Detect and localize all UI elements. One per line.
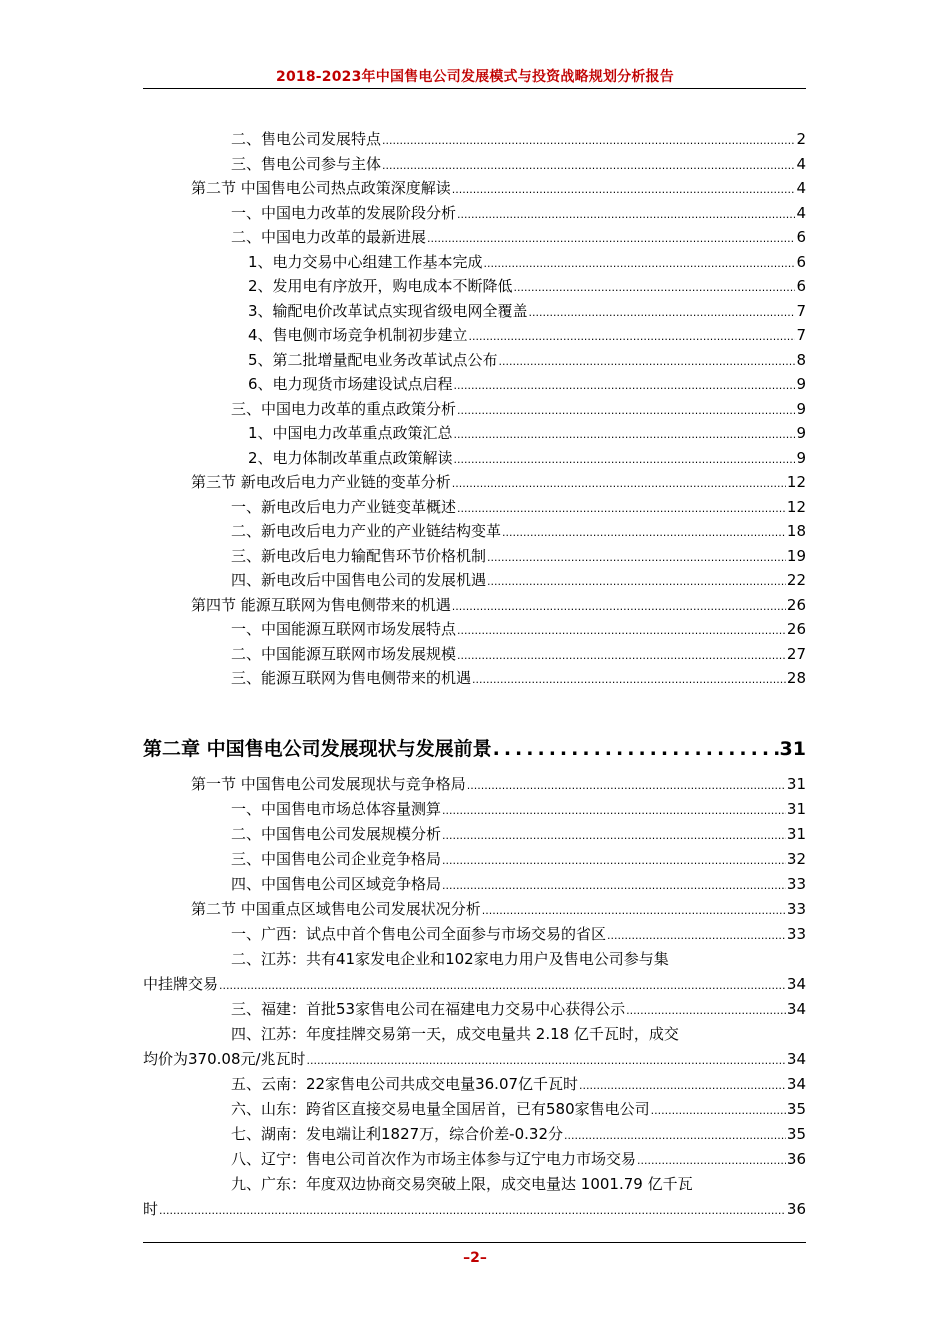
toc-entry-continuation[interactable]: 均价为370.08元/兆瓦时 ..... 34 bbox=[143, 1048, 806, 1070]
footer-rule bbox=[143, 1242, 806, 1243]
toc-entry[interactable]: 5、第二批增量配电业务改革试点公布 ..... 8 bbox=[143, 349, 806, 371]
toc-entry-continuation[interactable]: 时 ..... 36 bbox=[143, 1198, 806, 1220]
toc-entry[interactable]: 第二节 中国重点区域售电公司发展状况分析 ..... 33 bbox=[143, 898, 806, 920]
toc-entry[interactable]: 二、江苏：共有41家发电企业和102家电力用户及售电公司参与集 bbox=[231, 950, 669, 968]
toc-entry[interactable]: 一、广西：试点中首个售电公司全面参与市场交易的省区 ..... 33 bbox=[143, 923, 806, 945]
toc-entry[interactable]: 四、江苏：年度挂牌交易第一天，成交电量共 2.18 亿千瓦时，成交 bbox=[231, 1025, 679, 1043]
toc-entry[interactable]: 一、新电改后电力产业链变革概述 ..... 12 bbox=[143, 496, 806, 518]
toc-entry-continuation[interactable]: 中挂牌交易 ..... 34 bbox=[143, 973, 806, 995]
toc-entry[interactable]: 五、云南：22家售电公司共成交电量36.07亿千瓦时 ..... 34 bbox=[143, 1073, 806, 1095]
toc-entry[interactable]: 二、新电改后电力产业的产业链结构变革 ..... 18 bbox=[143, 520, 806, 542]
toc-entry[interactable]: 二、中国售电公司发展规模分析 ..... 31 bbox=[143, 823, 806, 845]
toc-entry[interactable]: 九、广东：年度双边协商交易突破上限，成交电量达 1001.79 亿千瓦 bbox=[231, 1175, 693, 1193]
toc-entry[interactable]: 三、售电公司参与主体 ..... 4 bbox=[143, 153, 806, 175]
toc-entry[interactable]: 三、新电改后电力输配售环节价格机制 ..... 19 bbox=[143, 545, 806, 567]
toc-entry[interactable]: 二、售电公司发展特点 ..... 2 bbox=[143, 128, 806, 150]
toc-entry[interactable]: 七、湖南：发电端让利1827万，综合价差-0.32分 ..... 35 bbox=[143, 1123, 806, 1145]
toc-entry[interactable]: 第四节 能源互联网为售电侧带来的机遇 ..... 26 bbox=[143, 594, 806, 616]
header-rule bbox=[143, 88, 806, 89]
toc-entry[interactable]: 三、中国售电公司企业竞争格局 ..... 32 bbox=[143, 848, 806, 870]
toc-entry[interactable]: 二、中国能源互联网市场发展规模 ..... 27 bbox=[143, 643, 806, 665]
toc-entry[interactable]: 第一节 中国售电公司发展现状与竞争格局 ..... 31 bbox=[143, 773, 806, 795]
toc-entry[interactable]: 二、中国电力改革的最新进展 ..... 6 bbox=[143, 226, 806, 248]
toc-entry[interactable]: 三、福建：首批53家售电公司在福建电力交易中心获得公示 ..... 34 bbox=[143, 998, 806, 1020]
toc-entry[interactable]: 4、售电侧市场竞争机制初步建立 ..... 7 bbox=[143, 324, 806, 346]
toc-entry[interactable]: 第三节 新电改后电力产业链的变革分析 ..... 12 bbox=[143, 471, 806, 493]
toc-entry[interactable]: 2、发用电有序放开，购电成本不断降低 ..... 6 bbox=[143, 275, 806, 297]
toc-entry[interactable]: 一、中国能源互联网市场发展特点 ..... 26 bbox=[143, 618, 806, 640]
report-title: 2018-2023年中国售电公司发展模式与投资战略规划分析报告 bbox=[276, 69, 674, 85]
page-number: –2– bbox=[463, 1250, 487, 1266]
toc-entry[interactable]: 三、能源互联网为售电侧带来的机遇 ..... 28 bbox=[143, 667, 806, 689]
toc-entry[interactable]: 6、电力现货市场建设试点启程 ..... 9 bbox=[143, 373, 806, 395]
toc-entry[interactable]: 四、新电改后中国售电公司的发展机遇 ..... 22 bbox=[143, 569, 806, 591]
toc-entry[interactable]: 六、山东：跨省区直接交易电量全国居首，已有580家售电公司 ..... 35 bbox=[143, 1098, 806, 1120]
toc-entry[interactable]: 三、中国电力改革的重点政策分析 ..... 9 bbox=[143, 398, 806, 420]
toc-entry[interactable]: 一、中国电力改革的发展阶段分析 ..... 4 bbox=[143, 202, 806, 224]
toc-entry[interactable]: 第二节 中国售电公司热点政策深度解读 ..... 4 bbox=[143, 177, 806, 199]
toc-chapter-heading[interactable]: 第二章 中国售电公司发展现状与发展前景 ..... 31 bbox=[143, 734, 806, 764]
toc-entry[interactable]: 1、中国电力改革重点政策汇总 ..... 9 bbox=[143, 422, 806, 444]
toc-entry[interactable]: 一、中国售电市场总体容量测算 ..... 31 bbox=[143, 798, 806, 820]
toc-entry[interactable]: 2、电力体制改革重点政策解读 ..... 9 bbox=[143, 447, 806, 469]
toc-entry[interactable]: 1、电力交易中心组建工作基本完成 ..... 6 bbox=[143, 251, 806, 273]
toc-entry[interactable]: 3、输配电价改革试点实现省级电网全覆盖 ..... 7 bbox=[143, 300, 806, 322]
toc-entry[interactable]: 八、辽宁：售电公司首次作为市场主体参与辽宁电力市场交易 ..... 36 bbox=[143, 1148, 806, 1170]
toc-entry[interactable]: 四、中国售电公司区域竞争格局 ..... 33 bbox=[143, 873, 806, 895]
